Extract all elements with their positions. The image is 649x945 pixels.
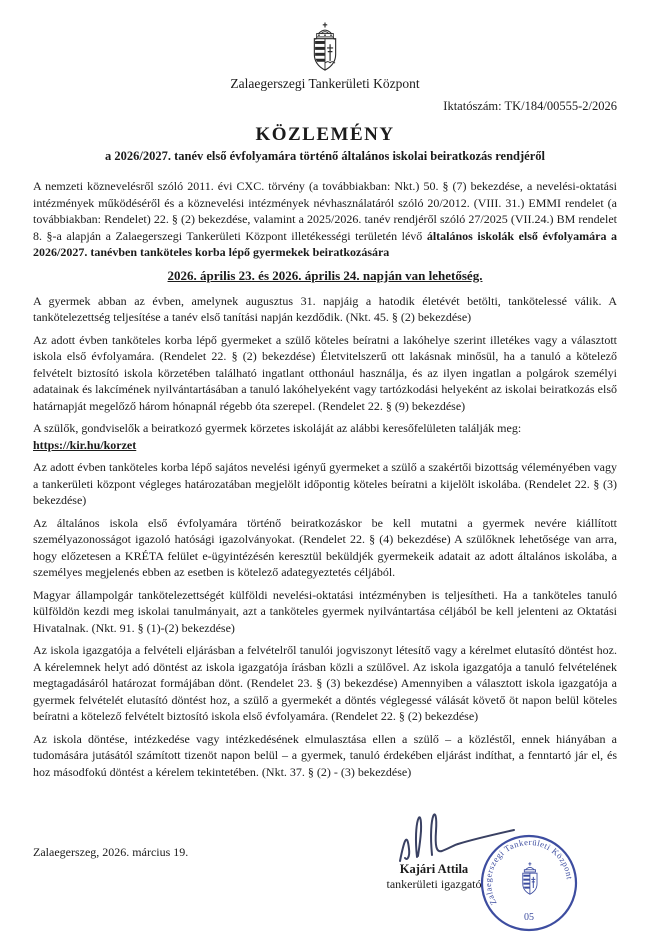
stamp-ring-text: Zalaegerszegi Tankerületi Központ <box>482 836 575 908</box>
place-and-date: Zalaegerszeg, 2026. március 19. <box>33 845 189 859</box>
page-title: KÖZLEMÉNY <box>255 124 395 145</box>
kir-korzet-link[interactable]: https://kir.hu/korzet <box>33 437 137 452</box>
enrollment-dates-heading: 2026. április 23. és 2026. április 24. napján van lehetőség. <box>167 267 483 283</box>
paragraph-legal-basis-text: A nemzeti köznevelésről szóló 2011. évi CXC. törvény (a továbbiakban: Nkt.) 50. § (7) bekezdése, a nevelési-oktatási intézmények működéséről és a köznevelési intézmények névhasználatáról szóló 20/2012. (VIII. 31.) EMMI rendelet (a továbbiakban: Rendelet) 22. § (2) bekezdése, valamint a 2025/2026. tanév rendjéről szóló 27/2025 (VII.24.) BM rendelet 8. §-a alapján a Zalaegerszegi Tankerületi Központ illetékességi területén lévő <box>33 179 617 243</box>
signer-name: Kajári Attila <box>399 862 469 876</box>
paragraph-legal-basis-bold: általános iskolák első évfolyamára a 2026/2027. tanévben tanköteles korba lépő gyermekek beiratkozására <box>33 228 617 259</box>
paragraph-enrollment-obligation: Az adott évben tanköteles korba lépő gyermeket a szülő köteles beíratni a lakóhelye szerint illetékes vagy a választott iskola első évfolyamára. (Rendelet 22. § (2) bekezdése) Életvitelszerű ott lakásnak minősül, ha a tanuló a kötelező felvételt biztosító iskola körzetében található ingatlant otthonául használja, és az ilyen ingatlan a polgárok személyi adatainak és lakcímének nyilvántartásában a tanuló lakóhelyeként vagy tartózkodási helyeként az iskolai beiratkozás első határnapját megelőző három hónapnál régebb óta szerepel. (Rendelet 22. § (9) bekezdése) <box>33 332 617 413</box>
paragraph-principal-decision: Az iskola igazgatója a felvételi eljárásban a felvételről tanulói jogviszonyt létesítő vagy a kérelmet elutasító döntést hoz. A kérelemnek helyt adó döntést az iskola igazgatója írásban közli a szülővel. Az iskola igazgatója a tanuló felvételének megtagadásáról határozat formájában dönt. (Rendelet 23. § (3) bekezdése) Amennyiben a választott iskola igazgatója a gyermek felvételét elutasító döntést hoz, a szülő a gyermekét a döntés véglegessé válását követő öt napon belül köteles beíratni a kötelező felvételt biztosító iskola első évfolyamára. (Rendelet 22. § (2) bekezdése) <box>33 643 617 723</box>
paragraph-district-search-text: A szülők, gondviselők a beiratkozó gyermek körzetes iskoláját az alábbi keresőfelületen találják meg: <box>33 421 522 435</box>
paragraph-appeal: Az iskola döntése, intézkedése vagy intézkedésének elmulasztása ellen a szülő – a közléstől, ennek hiányában a tudomására jutásától számított tizenöt napon belül – a gyermek, tanuló érdekében eljárást indíthat, a fenntartó jár el, és hoz másodfokú döntést a kérelem tekintetében. (Nkt. 37. § (2) - (3) bekezdése) <box>33 731 617 779</box>
hungary-coat-of-arms-icon <box>305 22 345 72</box>
paragraph-documents-kreta: Az általános iskola első évfolyamára történő beiratkozáskor be kell mutatni a gyermek nevére kiállított személyazonosságot igazoló hatósági igazolványokat. (Rendelet 22. § (4) bekezdése) A szülőknek lehetősége van arra, hogy előzetesen a KRÉTA felület e-ügyintézésén keresztül beküldjék gyermekeik adatait az adott általános iskolába, a személyes megjelenés ebben az esetben is kötelező adategyeztetés céljából. <box>33 515 617 579</box>
paragraph-sni-children: Az adott évben tanköteles korba lépő sajátos nevelési igényű gyermeket a szülő a szakértői bizottság véleményében vagy a tankerületi központ végleges határozatában megjelölt időpontig köteles beíratni a kijelölt iskolába. (Rendelet 22. § (3) bekezdése) <box>33 460 617 507</box>
page-subtitle: a 2026/2027. tanév első évfolyamára történő általános iskolai beiratkozás rendjéről <box>104 149 545 163</box>
official-stamp-icon <box>479 833 579 933</box>
paragraph-legal-basis <box>33 178 617 261</box>
org-name: Zalaegerszegi Tankerületi Központ <box>230 76 420 91</box>
signer-role: tankerületi igazgató <box>386 877 482 891</box>
paragraph-school-age: A gyermek abban az évben, amelynek augusztus 31. napjáig a hatodik életévét betölti, tankötelessé válik. A tankötelezettség teljesítése a tanév első tanítási napján kezdődik. (Nkt. 45. § (2) bekezdése) <box>33 293 617 324</box>
stamp-number: 05 <box>524 912 534 923</box>
paragraph-district-search <box>33 420 617 453</box>
stamp-coat-of-arms-icon <box>523 862 537 894</box>
paragraph-foreign-education: Magyar állampolgár tankötelezettségét külföldi nevelési-oktatási intézményben is teljesítheti. Ha a tanköteles tanuló külföldön kezdi meg iskolai tanulmányait, azt a tanköteles gyermek nyilvántartása céljából be kell jelenteni az Oktatási Hivatalnak. (Nkt. 91. § (1)-(2) bekezdése) <box>33 587 617 635</box>
registry-number: Iktatószám: TK/184/00555-2/2026 <box>443 99 617 113</box>
